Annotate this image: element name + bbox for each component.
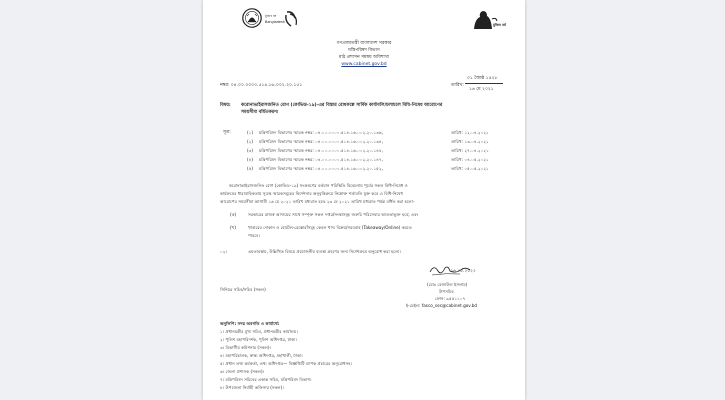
website-link[interactable]: www.cabinet.gov.bd [341,62,387,67]
document-page [203,0,525,400]
copy-item: ৪। মহাপরিচালক, স্বাস্থ্য অধিদপ্তর, মহাখালী, ঢাকা। [220,353,303,358]
subject-line-1: করোনাভাইরাসজনিত রোগ (কোভিড-১৯)-এর বিস্তার রোধকল্পে সার্বিক কার্যাবলি/চলাচলে বিধি-নিষেধ আরোপের [241,103,443,108]
copy-item: ৬। জেলা প্রশাসক (সকল)। [220,369,265,374]
wing-title: মাঠ প্রশাসন সমন্বয় অধিশাখা [339,55,389,60]
reference-date: তারিখ: ১৩.০৪.২০২১ [451,139,489,144]
reference-num: (১) [247,130,253,135]
reference-num: (৩) [247,148,253,153]
reference-text: মন্ত্রিপরিষদ বিভাগের স্মারক নম্বর: ০৪.০০.০০০০.৫১৪.১৬.০০২.২০.১৩৪, [259,139,383,144]
date-label: তারিখ: [451,83,464,88]
copy-item: ১। প্রধানমন্ত্রীর মুখ্য সচিব, প্রধানমন্ত্রীর কার্যালয়। [220,329,298,334]
condition-text-continued: পারবে। [248,233,260,238]
division-title: মন্ত্রিপরিষদ বিভাগ [348,48,380,53]
condition-text: খাবারের দোকান ও হোটেল-রেস্তোরাঁসমূহ কেবল খাদ্য বিক্রয়/সরবরাহ (Takeaway/Online) করতে [248,225,412,230]
reference-text: মন্ত্রিপরিষদ বিভাগের স্মারক নম্বর: ০৪.০০.০০০০.৫১৪.১৬.০০২.২০.১৩৬, [259,130,383,135]
portrait-caption: মুজিব বর্ষ [493,23,506,27]
condition-num: (খ) [230,225,237,230]
mujib-borsho-logo [265,10,301,30]
subject-line-2: সময়সীমা বর্ধিতকরণ। [241,110,279,115]
reference-num: (৫) [247,166,253,171]
copy-item: ৩। বিভাগীয় কমিশনার (সকল)। [220,345,272,350]
body-line-1: করোনাভাইরাসজনিত রোগ (কোভিড-১৯) সংক্রমণের বর্তমান পরিস্থিতি বিবেচনায় পূর্বের সকল বিধি-নিষেধ ও [229,183,408,188]
copy-item: ২। পুলিশ মহাপরিদর্শক, পুলিশ অধিদপ্তর, ঢাকা। [220,337,297,342]
date-divider [465,83,503,84]
condition-text: সরকারের রাজস্ব আদায়ের সাথে সম্পৃক্ত সকল দপ্তর/সংস্থাসমূহ জরুরি পরিসেবার আওতাভুক্ত হবে; এবং [248,212,419,217]
body-line-3: আরোপের সময়সীমা আগামী ১৬ মে ২০২১ তারিখ মধ্যরাত হতে ২৩ মে ২০২১ তারিখ মধ্যরাত পর্যন্ত বর্ধিত করা হলো- [220,199,415,204]
brand-small-text: মুজিব বর্ষ [265,14,277,18]
copy-item: ৮। উপজেলা নির্বাহী অফিসার (সকল)। [220,385,284,390]
reference-date: তারিখ: ০৪.০৫.২০২১ [451,157,489,162]
mujib-portrait-logo [471,9,505,31]
portrait-silhouette-icon [471,9,505,31]
reference-text: মন্ত্রিপরিষদ বিভাগের স্মারক নম্বর: ০৪.০০.০০০০.৫১৪.১৬.০০২.২০.১৫২, [259,166,383,171]
government-emblem-icon [242,8,262,28]
para2-num: ০২। [220,249,227,254]
condition-num: (ক) [230,212,237,217]
reference-text: মন্ত্রিপরিষদ বিভাগের স্মারক নম্বর: ০৪.০০.০০০০.৫১৪.১৬.০০২.২০.১৪৭, [259,157,383,162]
signatory-phone: ফোন: ৯৫৫১১০৭ [435,296,466,301]
reference-date: তারিখ: ১২.০৪.২০২১ [451,130,489,135]
signature-date: ১৬.০৫.২০২১ [450,269,476,274]
copy-item: ৫। প্রধান তথ্য কর্মকর্তা, তথ্য অধিদপ্তর— বিজ্ঞপ্তিটি ব্যাপক প্রচারের অনুরোধসহ। [220,361,352,366]
body-line-2: কার্যক্রমের ধারাবাহিকতায় সূত্রস্থ স্মারকসমূহের নির্দেশনার অনুবৃত্তিক্রমে নিম্নোক্ত শর্তাবলি যুক্ত করে এ বিধি-নিষেধ [220,191,403,196]
date-english: ১৬ মে ২০২১ [469,87,494,92]
signatory-email[interactable]: ই-মেইল: fasco_sec@cabinet.gov.bd [406,303,478,308]
reference-num: (২) [247,139,253,144]
reference-date: তারিখ: ২৭.০৪.২০২১ [451,148,489,153]
signatory-name: (মোঃ রেজাউল ইসলাম) [427,282,468,287]
recipient: সিনিয়র সচিব/সচিব (সকল) [220,287,266,292]
copy-item: ৭। মন্ত্রিপরিষদ সচিবের একান্ত সচিব, মন্ত্রিপরিষদ বিভাগ। [220,377,312,382]
govt-title: গণপ্রজাতন্ত্রী বাংলাদেশ সরকার [336,41,392,46]
references-label: সূত্র: [223,130,231,135]
reference-num: (৪) [247,157,253,162]
brand-caption: Bangladesh [265,20,285,24]
date-bangla: ০১ জ্যৈষ্ঠ ১৪২৮ [467,76,498,81]
copy-heading: অনুলিপি: সদয় অবগতি ও কার্যার্থে: [220,321,280,326]
reference-text: মন্ত্রিপরিষদ বিভাগের স্মারক নম্বর: ০৪.০০.০০০০.৫১৪.১৬.০০২.২০.১৪৪, [259,148,383,153]
para2-text: এমতাবস্থায়, উল্লিখিত বিষয়ে প্রয়োজনীয় ব্যবস্থা গ্রহণের জন্য নির্দেশক্রমে অনুরোধ করা হলো। [248,249,401,254]
subject-label: বিষয়: [220,103,231,108]
reference-date: তারিখ: ০৫.০৫.২০২১ [451,166,489,171]
signatory-title: উপসচিব [439,289,454,294]
memo-number: নম্বর: ০৪.০০.০০০০.৫১৪.১৬.০০২.২০.১৫১ [220,83,303,88]
